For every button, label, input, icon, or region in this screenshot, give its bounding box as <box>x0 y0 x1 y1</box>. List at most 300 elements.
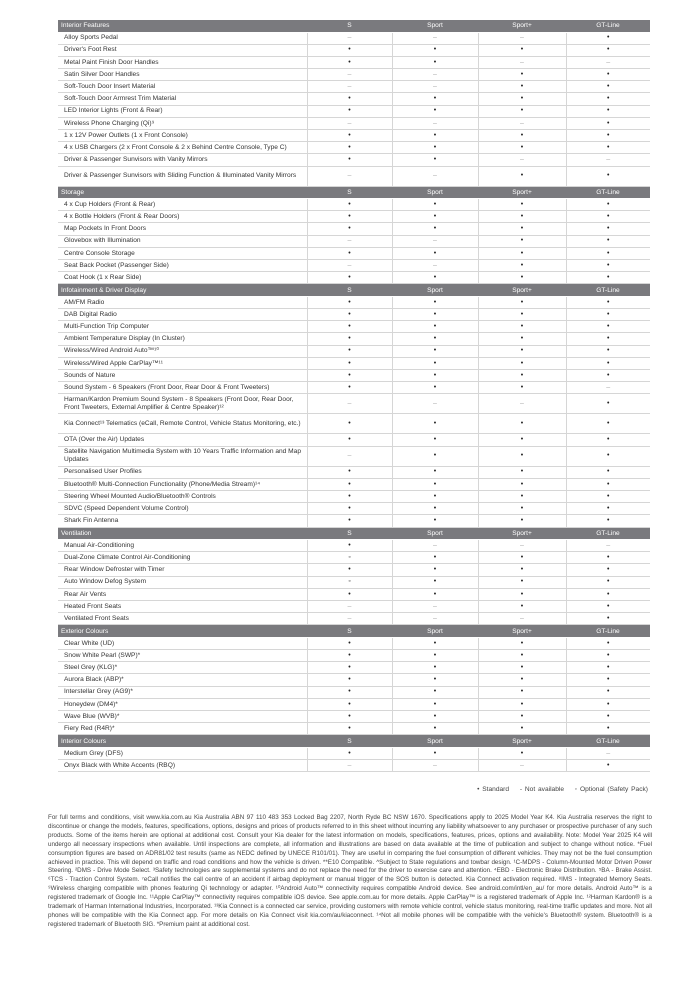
availability-cell: • <box>307 370 392 382</box>
availability-cell: • <box>392 44 478 56</box>
feature-name: Heated Front Seats <box>58 600 307 612</box>
table-row <box>58 760 650 772</box>
grade-column-header: Sport+ <box>478 186 566 199</box>
feature-name: Honeydew (DM4)* <box>58 698 307 710</box>
availability-cell: • <box>307 650 392 662</box>
availability-cell: • <box>307 93 392 105</box>
feature-name: Steering Wheel Mounted Audio/Bluetooth® Controls <box>58 490 307 502</box>
feature-name: 1 x 12V Power Outlets (1 x Front Console) <box>58 130 307 142</box>
table-row <box>58 105 650 117</box>
availability-cell: • <box>392 490 478 502</box>
availability-cell: – <box>478 117 566 129</box>
feature-name: Clear White (UD) <box>58 637 307 649</box>
availability-cell: • <box>392 154 478 166</box>
feature-name: Bluetooth® Multi-Connection Functionality (Phone/Media Stream)¹⁴ <box>58 478 307 490</box>
availability-cell: • <box>478 564 566 576</box>
section-title: Infotainment & Driver Display <box>58 284 307 297</box>
feature-name: Driver's Foot Rest <box>58 44 307 56</box>
availability-cell: • <box>478 747 566 759</box>
grade-column-header: Sport <box>392 625 478 638</box>
availability-cell: • <box>392 223 478 235</box>
availability-cell: • <box>566 272 650 284</box>
availability-cell: • <box>478 686 566 698</box>
feature-name: 4 x Bottle Holders (Front & Rear Doors) <box>58 211 307 223</box>
availability-cell: • <box>566 674 650 686</box>
availability-cell: • <box>566 247 650 259</box>
availability-cell: • <box>307 662 392 674</box>
availability-cell: • <box>392 93 478 105</box>
availability-cell: • <box>392 247 478 259</box>
grade-column-header: Sport+ <box>478 625 566 638</box>
availability-cell: • <box>478 414 566 434</box>
availability-cell: – <box>478 394 566 414</box>
grade-column-header: Sport <box>392 735 478 748</box>
section-header <box>58 20 650 32</box>
availability-cell: • <box>307 199 392 211</box>
availability-cell: • <box>478 382 566 394</box>
table-row <box>58 247 650 259</box>
feature-name: Auto Window Defog System <box>58 576 307 588</box>
table-row <box>58 296 650 308</box>
grade-column-header: Sport <box>392 20 478 32</box>
availability-cell: • <box>566 93 650 105</box>
table-row <box>58 321 650 333</box>
table-row <box>58 674 650 686</box>
table-row <box>58 333 650 345</box>
table-row <box>58 650 650 662</box>
feature-name: Centre Console Storage <box>58 247 307 259</box>
availability-cell: • <box>392 747 478 759</box>
feature-name: Manual Air-Conditioning <box>58 540 307 552</box>
availability-cell: • <box>392 515 478 527</box>
availability-cell: • <box>307 357 392 369</box>
grade-column-header: Sport+ <box>478 284 566 297</box>
availability-cell: • <box>392 698 478 710</box>
table-row <box>58 576 650 588</box>
availability-cell: • <box>566 723 650 735</box>
availability-cell: • <box>392 686 478 698</box>
availability-cell: • <box>478 260 566 272</box>
feature-name: Shark Fin Antenna <box>58 515 307 527</box>
availability-cell: • <box>392 296 478 308</box>
availability-cell: • <box>307 44 392 56</box>
feature-name: Alloy Sports Pedal <box>58 32 307 44</box>
availability-cell: • <box>392 588 478 600</box>
feature-name: Ventilated Front Seats <box>58 613 307 625</box>
feature-name: Multi-Function Trip Computer <box>58 321 307 333</box>
feature-name: Soft-Touch Door Insert Material <box>58 81 307 93</box>
availability-cell: – <box>566 154 650 166</box>
availability-cell: • <box>478 650 566 662</box>
availability-cell: • <box>478 142 566 154</box>
table-row <box>58 130 650 142</box>
availability-cell: • <box>566 710 650 722</box>
feature-name: Satellite Navigation Multimedia System with 10 Years Traffic Information and Map Updates <box>58 446 307 466</box>
availability-cell: • <box>307 466 392 478</box>
table-row <box>58 211 650 223</box>
availability-cell: • <box>566 223 650 235</box>
section-header <box>58 186 650 199</box>
table-row <box>58 466 650 478</box>
availability-cell: – <box>392 613 478 625</box>
table-row <box>58 382 650 394</box>
feature-name: Soft-Touch Door Armrest Trim Material <box>58 93 307 105</box>
availability-cell: – <box>307 117 392 129</box>
section-header <box>58 625 650 638</box>
legend-not-available: - Not available <box>519 786 565 793</box>
availability-cell: • <box>478 490 566 502</box>
availability-cell: • <box>566 576 650 588</box>
grade-column-header: S <box>307 20 392 32</box>
availability-cell: • <box>392 357 478 369</box>
availability-cell: – <box>566 540 650 552</box>
terms-and-conditions-footnote: For full terms and conditions, visit www.kia.com.au Kia Australia ABN 97 110 483 353 Locked Bag 2207, North Ryde BC NSW 1670. Specifications apply to 2025 Model Year K4. Kia Australia reserves the right to discontinue or change the models, features, specifications, options, designs and prices of products referred to in this sheet without incurring any liability whatsoever to any purchaser or prospective purchaser of any such products. Some of the items herein are optional at additional cost. Consult your Kia dealer for the latest information on models, specifications, features, prices, options and availability. Note: Model Year 2025 K4 will undergo all necessary inspections when available. Until inspections are complete, all information and illustrations are based on data available at the time of publication and subject to change without notice. *Fuel consumption figures are based on ADR81/02 test results (same as NEDC defined by UNECE R101/01). They are useful in comparing the fuel consumption of different vehicles. They may not be the fuel consumption achieved in practice. This will depend on traffic and road conditions and how the vehicle is driven. **E10 Compatible. ^Subject to State regulations and towbar design. ¹C-MDPS - Column-Mounted Motor Driven Power Steering. ²DMS - Drive Mode Select. ³Safety technologies are supplemental systems and do not replace the need for the driver to exercise care and attention. ⁴EBD - Electronic Brake Distribution. ⁵BA - Brake Assist. ⁶TCS - Traction Control System. ⁷eCall notifies the call centre of an accident if airbag deployment or manual trigger of the SOS button is detected. Kia Connect activation required. ⁸IMS - Integrated Memory Seats. ⁹Wireless charging compatible with phones featuring Qi technology or adapter. ¹⁰Android Auto™ connectivity requires compatible Android device. See android.com/intl/en_au/ for more details. Android Auto™ is a registered trademark of Google Inc. ¹¹Apple CarPlay™ connectivity requires compatible iOS device. See apple.com.au for more details. Apple CarPlay™ is a registered trademark of Apple Inc. ¹²Harman Kardon® is a trademark of Harman International Industries, Incorporated. ¹³Kia Connect is a connected car service, providing customers with remote vehicle control, vehicle status monitoring, real-time traffic updates and more. Not all phones will be compatible with the Kia Connect app. For more details on Kia Connect visit kia.com/au/kiaconnect. ¹⁴Not all mobile phones will be compatible with the vehicle's Bluetooth® system. Bluetooth® is a registered trademark of Bluetooth SIG. *Premium paint at additional cost. <box>48 814 652 928</box>
availability-cell: – <box>478 154 566 166</box>
table-row <box>58 686 650 698</box>
availability-cell: • <box>566 564 650 576</box>
availability-cell: • <box>307 382 392 394</box>
feature-name: 4 x USB Chargers (2 x Front Console & 2 x Behind Centre Console, Type C) <box>58 142 307 154</box>
table-row <box>58 747 650 759</box>
table-row <box>58 710 650 722</box>
availability-cell: • <box>307 296 392 308</box>
availability-cell: – <box>566 56 650 68</box>
availability-cell: – <box>392 117 478 129</box>
table-row <box>58 552 650 564</box>
table-row <box>58 272 650 284</box>
availability-cell: • <box>392 199 478 211</box>
availability-cell: – <box>392 81 478 93</box>
feature-name: AM/FM Radio <box>58 296 307 308</box>
availability-cell: ◦ <box>307 552 392 564</box>
availability-cell: • <box>478 637 566 649</box>
availability-cell: – <box>392 394 478 414</box>
availability-cell: • <box>566 296 650 308</box>
grade-column-header: Sport+ <box>478 735 566 748</box>
feature-name: Glovebox with Illumination <box>58 235 307 247</box>
availability-cell: • <box>478 272 566 284</box>
availability-cell: • <box>566 357 650 369</box>
availability-cell: • <box>392 333 478 345</box>
availability-cell: – <box>566 382 650 394</box>
availability-cell: • <box>566 199 650 211</box>
availability-cell: • <box>478 466 566 478</box>
table-row <box>58 600 650 612</box>
availability-cell: • <box>307 540 392 552</box>
table-row <box>58 613 650 625</box>
availability-cell: • <box>307 637 392 649</box>
availability-cell: • <box>478 296 566 308</box>
section-title: Ventilation <box>58 527 307 540</box>
availability-cell: – <box>478 32 566 44</box>
availability-cell: • <box>307 503 392 515</box>
availability-cell: • <box>566 662 650 674</box>
feature-name: Harman/Kardon Premium Sound System - 8 Speakers (Front Door, Rear Door, Front Tweeters, External Amplifier & Centre Speaker)¹² <box>58 394 307 414</box>
availability-cell: • <box>392 211 478 223</box>
feature-name: LED Interior Lights (Front & Rear) <box>58 105 307 117</box>
feature-name: Aurora Black (ABP)* <box>58 674 307 686</box>
availability-cell: • <box>566 81 650 93</box>
availability-cell: • <box>392 723 478 735</box>
availability-cell: – <box>307 446 392 466</box>
availability-cell: – <box>307 32 392 44</box>
availability-cell: • <box>307 154 392 166</box>
table-row <box>58 698 650 710</box>
availability-cell: • <box>478 446 566 466</box>
availability-cell: • <box>566 130 650 142</box>
section-title: Exterior Colours <box>58 625 307 638</box>
table-row <box>58 81 650 93</box>
availability-cell: • <box>307 564 392 576</box>
availability-cell: • <box>392 576 478 588</box>
feature-name: Wireless Phone Charging (Qi)⁹ <box>58 117 307 129</box>
feature-name: Satin Silver Door Handles <box>58 69 307 81</box>
availability-cell: • <box>566 394 650 414</box>
feature-name: Wireless/Wired Apple CarPlay™¹¹ <box>58 357 307 369</box>
availability-cell: • <box>478 247 566 259</box>
table-row <box>58 32 650 44</box>
availability-cell: • <box>392 370 478 382</box>
availability-cell: – <box>307 613 392 625</box>
table-row <box>58 515 650 527</box>
availability-cell: • <box>478 93 566 105</box>
table-row <box>58 345 650 357</box>
feature-name: Snow White Pearl (SWP)* <box>58 650 307 662</box>
table-row <box>58 588 650 600</box>
availability-cell: • <box>392 434 478 446</box>
availability-cell: • <box>307 309 392 321</box>
availability-cell: • <box>307 345 392 357</box>
availability-cell: – <box>392 760 478 772</box>
table-row <box>58 394 650 414</box>
feature-name: Steel Grey (KLG)* <box>58 662 307 674</box>
availability-cell: – <box>392 69 478 81</box>
table-row <box>58 199 650 211</box>
availability-cell: • <box>478 710 566 722</box>
availability-cell: – <box>392 540 478 552</box>
availability-cell: ◦ <box>307 576 392 588</box>
availability-cell: • <box>478 588 566 600</box>
grade-column-header: GT-Line <box>566 284 650 297</box>
feature-name: Dual-Zone Climate Control Air-Conditioning <box>58 552 307 564</box>
grade-column-header: GT-Line <box>566 20 650 32</box>
feature-name: SDVC (Speed Dependent Volume Control) <box>58 503 307 515</box>
availability-cell: • <box>566 446 650 466</box>
availability-cell: • <box>392 552 478 564</box>
table-row <box>58 370 650 382</box>
availability-cell: – <box>307 81 392 93</box>
availability-cell: • <box>566 69 650 81</box>
feature-name: Medium Grey (DFS) <box>58 747 307 759</box>
availability-cell: • <box>566 686 650 698</box>
grade-column-header: S <box>307 527 392 540</box>
grade-column-header: GT-Line <box>566 186 650 199</box>
availability-cell: • <box>566 414 650 434</box>
table-row <box>58 166 650 186</box>
availability-cell: • <box>478 105 566 117</box>
availability-cell: • <box>392 662 478 674</box>
table-row <box>58 414 650 434</box>
availability-cell: • <box>566 211 650 223</box>
grade-column-header: GT-Line <box>566 625 650 638</box>
table-row <box>58 637 650 649</box>
availability-cell: • <box>307 223 392 235</box>
availability-cell: • <box>307 142 392 154</box>
availability-cell: • <box>478 235 566 247</box>
table-row <box>58 540 650 552</box>
section-title: Storage <box>58 186 307 199</box>
grade-column-header: Sport <box>392 186 478 199</box>
table-row <box>58 260 650 272</box>
availability-cell: • <box>478 309 566 321</box>
table-row <box>58 56 650 68</box>
grade-column-header: GT-Line <box>566 735 650 748</box>
feature-name: DAB Digital Radio <box>58 309 307 321</box>
availability-cell: • <box>566 309 650 321</box>
table-row <box>58 93 650 105</box>
availability-cell: – <box>392 166 478 186</box>
section-title: Interior Colours <box>58 735 307 748</box>
availability-cell: • <box>478 698 566 710</box>
availability-cell: • <box>392 446 478 466</box>
availability-cell: • <box>307 321 392 333</box>
availability-cell: • <box>566 698 650 710</box>
availability-cell: • <box>392 710 478 722</box>
availability-cell: • <box>478 199 566 211</box>
availability-cell: • <box>566 235 650 247</box>
legend-standard: • Standard <box>477 786 510 793</box>
availability-cell: • <box>307 434 392 446</box>
availability-cell: • <box>566 490 650 502</box>
availability-cell: • <box>478 674 566 686</box>
availability-cell: • <box>392 503 478 515</box>
availability-cell: • <box>566 370 650 382</box>
availability-cell: – <box>307 760 392 772</box>
table-row <box>58 117 650 129</box>
availability-cell: • <box>566 345 650 357</box>
table-row <box>58 490 650 502</box>
availability-cell: • <box>566 760 650 772</box>
availability-cell: • <box>307 247 392 259</box>
grade-column-header: Sport+ <box>478 527 566 540</box>
availability-cell: • <box>307 333 392 345</box>
availability-cell: • <box>566 637 650 649</box>
grade-column-header: Sport <box>392 527 478 540</box>
availability-cell: • <box>566 650 650 662</box>
specifications-table <box>58 20 650 772</box>
availability-cell: • <box>478 576 566 588</box>
availability-cell: • <box>307 272 392 284</box>
availability-cell: • <box>307 105 392 117</box>
table-row <box>58 564 650 576</box>
availability-cell: • <box>478 503 566 515</box>
availability-cell: • <box>307 698 392 710</box>
availability-cell: • <box>478 370 566 382</box>
table-row <box>58 223 650 235</box>
legend <box>469 786 648 793</box>
table-row <box>58 357 650 369</box>
availability-cell: – <box>392 235 478 247</box>
availability-cell: • <box>478 81 566 93</box>
feature-name: Coat Hook (1 x Rear Side) <box>58 272 307 284</box>
availability-cell: • <box>566 105 650 117</box>
availability-cell: • <box>478 69 566 81</box>
availability-cell: • <box>307 478 392 490</box>
availability-cell: – <box>478 760 566 772</box>
table-row <box>58 142 650 154</box>
availability-cell: • <box>392 637 478 649</box>
availability-cell: • <box>478 723 566 735</box>
table-row <box>58 723 650 735</box>
feature-name: Driver & Passenger Sunvisors with Vanity Mirrors <box>58 154 307 166</box>
availability-cell: • <box>566 503 650 515</box>
availability-cell: • <box>566 600 650 612</box>
availability-cell: • <box>478 211 566 223</box>
availability-cell: • <box>307 414 392 434</box>
availability-cell: – <box>307 166 392 186</box>
feature-name: Sounds of Nature <box>58 370 307 382</box>
table-row <box>58 235 650 247</box>
grade-column-header: S <box>307 284 392 297</box>
availability-cell: • <box>307 515 392 527</box>
availability-cell: • <box>307 130 392 142</box>
feature-name: Wireless/Wired Android Auto™¹⁰ <box>58 345 307 357</box>
availability-cell: – <box>478 56 566 68</box>
section-title: Interior Features <box>58 20 307 32</box>
feature-name: Kia Connect¹³ Telematics (eCall, Remote Control, Vehicle Status Monitoring, etc.) <box>58 414 307 434</box>
availability-cell: • <box>392 142 478 154</box>
availability-cell: • <box>392 321 478 333</box>
availability-cell: – <box>307 235 392 247</box>
feature-name: Wave Blue (WVB)* <box>58 710 307 722</box>
availability-cell: • <box>566 44 650 56</box>
availability-cell: – <box>307 69 392 81</box>
table-row <box>58 309 650 321</box>
availability-cell: • <box>478 345 566 357</box>
grade-column-header: S <box>307 625 392 638</box>
availability-cell: • <box>392 130 478 142</box>
availability-cell: • <box>392 105 478 117</box>
availability-cell: • <box>566 117 650 129</box>
availability-cell: • <box>478 223 566 235</box>
availability-cell: • <box>566 142 650 154</box>
availability-cell: • <box>307 56 392 68</box>
availability-cell: – <box>392 260 478 272</box>
section-header <box>58 527 650 540</box>
availability-cell: • <box>307 747 392 759</box>
feature-name: OTA (Over the Air) Updates <box>58 434 307 446</box>
availability-cell: • <box>478 357 566 369</box>
availability-cell: – <box>392 600 478 612</box>
availability-cell: • <box>566 613 650 625</box>
availability-cell: • <box>307 674 392 686</box>
availability-cell: • <box>478 130 566 142</box>
legend-optional: ◦ Optional (Safety Pack) <box>574 786 648 793</box>
availability-cell: • <box>478 321 566 333</box>
availability-cell: • <box>392 674 478 686</box>
feature-name: Sound System - 6 Speakers (Front Door, Rear Door & Front Tweeters) <box>58 382 307 394</box>
availability-cell: • <box>478 166 566 186</box>
availability-cell: • <box>392 382 478 394</box>
feature-name: Ambient Temperature Display (In Cluster) <box>58 333 307 345</box>
table-row <box>58 69 650 81</box>
availability-cell: • <box>392 272 478 284</box>
availability-cell: • <box>566 478 650 490</box>
availability-cell: • <box>478 662 566 674</box>
availability-cell: • <box>478 552 566 564</box>
availability-cell: • <box>566 32 650 44</box>
table-row <box>58 154 650 166</box>
